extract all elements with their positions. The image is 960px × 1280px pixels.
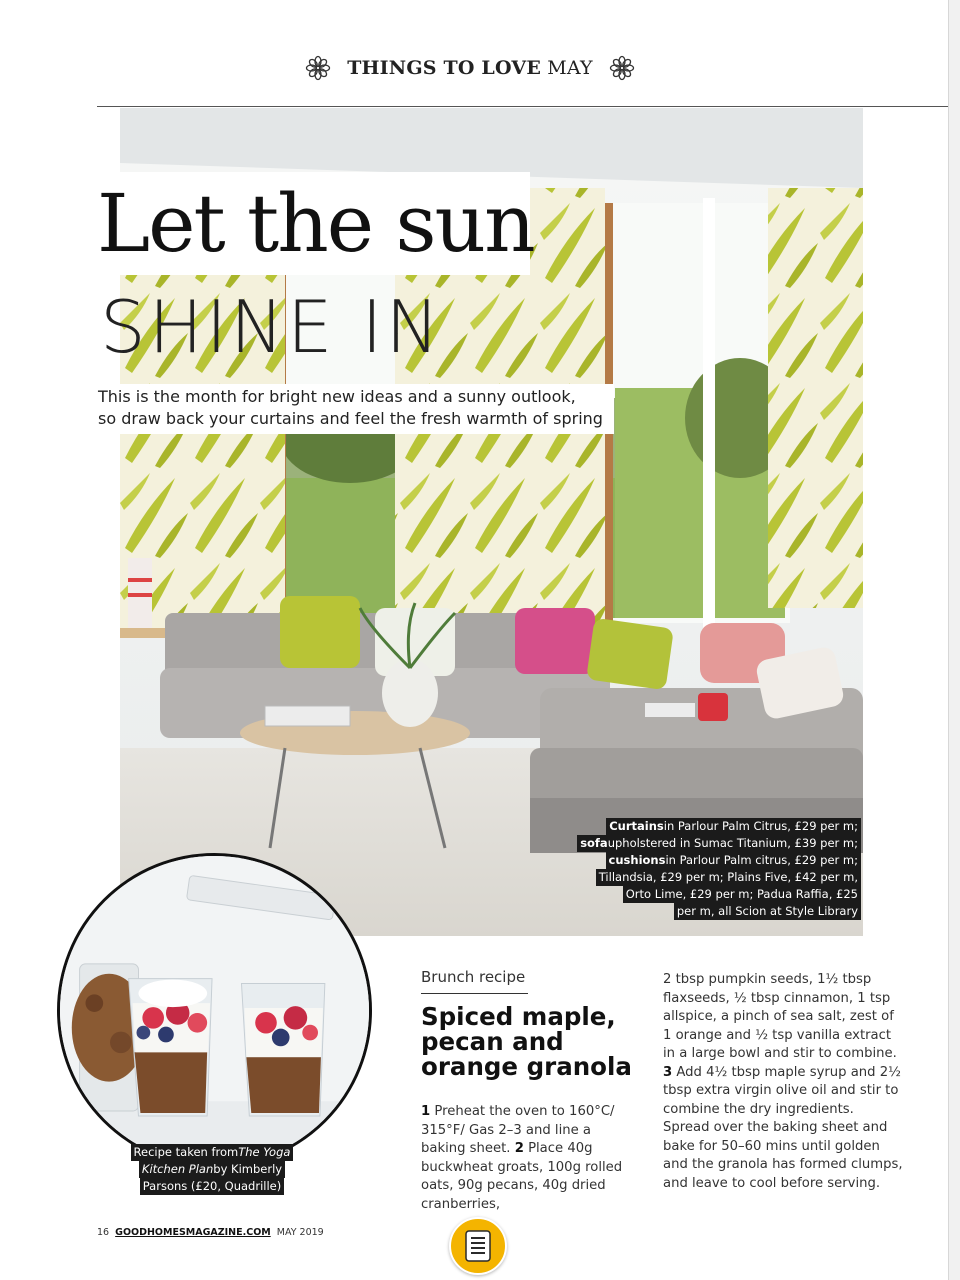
header-rule	[97, 106, 948, 107]
page-number: 16	[97, 1227, 110, 1238]
page-edge	[948, 0, 960, 1280]
section-title: THINGS TO LOVE MAY	[347, 57, 593, 79]
website-link[interactable]: GOODHOMESMAGAZINE.COM	[115, 1227, 271, 1238]
article-text-button[interactable]	[449, 1217, 507, 1275]
recipe-method-column-1: 1 Preheat the oven to 160°C/ 315°F/ Gas 2–3 and line a baking sheet. 2 Place 40g buckwheat groats, 100g rolled oats, 90g pecans, 40g dried cranberries,	[421, 1104, 623, 1212]
flower-icon	[609, 55, 635, 81]
flower-icon	[305, 55, 331, 81]
article-title: Let the sun	[97, 177, 534, 270]
granola-photo	[57, 853, 372, 1168]
recipe-kicker: Brunch recipe	[421, 968, 526, 986]
page-footer	[97, 1227, 324, 1238]
issue-date: MAY 2019	[276, 1227, 324, 1238]
article-title-line2: SHINE IN	[100, 285, 443, 369]
recipe-method-column-2: 2 tbsp pumpkin seeds, 1½ tbsp flaxseeds, ½ tbsp cinnamon, 1 tsp allspice, a pinch of sea salt, zest of 1 orange and ½ tsp vanilla extract in a large bowl and stir to combine. 3 Add 4½ tbsp maple syrup and 2½ tbsp extra virgin olive oil and stir to combine the dry ingredients. Spread over the baking sheet and bake for 50–60 mins until golden and the granola has formed clumps, and leave to cool before serving.	[663, 972, 903, 1191]
article-standfirst: This is the month for bright new ideas and a sunny outlook, so draw back your curtains and feel the fresh warmth of spring	[98, 387, 603, 428]
book-caption: Recipe taken fromThe Yoga Kitchen Planby Kimberly Parsons (£20, Quadrille)	[128, 1144, 296, 1195]
kicker-rule	[421, 993, 528, 994]
section-header	[0, 55, 960, 99]
photo-caption: Curtainsin Parlour Palm Citrus, £29 per m; sofaupholstered in Sumac Titanium, £39 per m; cushionsin Parlour Palm citrus, £29 per m; Tillandsia, £29 per m; Plains Five, £42 per m, Orto Lime, £29 per m; Padua Raffia, £25 per m, all Scion at Style Library	[577, 818, 861, 920]
document-icon	[465, 1230, 491, 1262]
recipe-title: Spiced maple, pecan and orange granola	[421, 1002, 632, 1081]
